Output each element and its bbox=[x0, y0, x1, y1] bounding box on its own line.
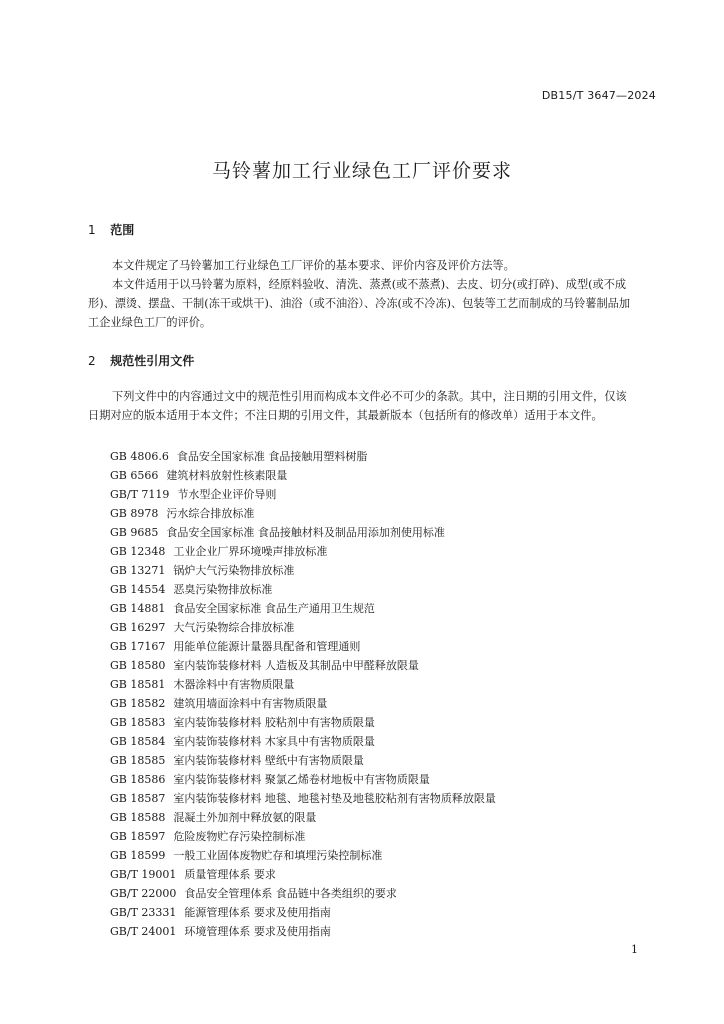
reference-title: 食品安全国家标准 食品生产通用卫生规范 bbox=[173, 602, 375, 615]
reference-title: 室内装饰装修材料 胶粘剂中有害物质限量 bbox=[173, 716, 375, 729]
standard-number: DB15/T 3647—2024 bbox=[541, 89, 656, 102]
reference-code: GB/T 19001 bbox=[110, 868, 177, 881]
reference-code: GB 18586 bbox=[110, 773, 166, 786]
reference-title: 食品安全国家标准 食品接触用塑料树脂 bbox=[176, 450, 368, 463]
reference-title: 用能单位能源计量器具配备和管理通则 bbox=[173, 640, 361, 653]
reference-title: 食品安全管理体系 食品链中各类组织的要求 bbox=[184, 887, 397, 900]
reference-code: GB 12348 bbox=[110, 545, 166, 558]
reference-code: GB 6566 bbox=[110, 469, 159, 482]
reference-item bbox=[110, 694, 496, 713]
reference-code: GB 13271 bbox=[110, 564, 166, 577]
reference-item bbox=[110, 580, 496, 599]
reference-title: 建筑材料放射性核素限量 bbox=[166, 469, 288, 482]
reference-code: GB 18582 bbox=[110, 697, 166, 710]
reference-code: GB 18584 bbox=[110, 735, 166, 748]
reference-title: 恶臭污染物排放标准 bbox=[173, 583, 273, 596]
reference-item bbox=[110, 561, 496, 580]
reference-item bbox=[110, 922, 496, 941]
reference-code: GB 8978 bbox=[110, 507, 159, 520]
reference-code: GB 14554 bbox=[110, 583, 166, 596]
reference-title: 质量管理体系 要求 bbox=[184, 868, 276, 881]
section-title: 范围 bbox=[110, 223, 135, 237]
reference-code: GB 4806.6 bbox=[110, 450, 169, 463]
reference-item bbox=[110, 846, 496, 865]
reference-code: GB 18599 bbox=[110, 849, 166, 862]
reference-code: GB 14881 bbox=[110, 602, 166, 615]
reference-code: GB 18585 bbox=[110, 754, 166, 767]
reference-title: 室内装饰装修材料 人造板及其制品中甲醛释放限量 bbox=[173, 659, 419, 672]
reference-title: 环境管理体系 要求及使用指南 bbox=[184, 925, 331, 938]
section-heading-normative-references bbox=[88, 352, 194, 369]
reference-item bbox=[110, 656, 496, 675]
reference-item bbox=[110, 485, 496, 504]
reference-code: GB 18597 bbox=[110, 830, 166, 843]
reference-title: 工业企业厂界环境噪声排放标准 bbox=[173, 545, 328, 558]
reference-item bbox=[110, 751, 496, 770]
reference-title: 锅炉大气污染物排放标准 bbox=[173, 564, 295, 577]
reference-item bbox=[110, 884, 496, 903]
references-intro-paragraph: 下列文件中的内容通过文中的规范性引用而构成本文件必不可少的条款。其中，注日期的引用文件，仅该日期对应的版本适用于本文件；不注日期的引用文件，其最新版本（包括所有的修改单）适用于本文件。 bbox=[88, 390, 627, 422]
reference-item bbox=[110, 789, 496, 808]
reference-item bbox=[110, 732, 496, 751]
reference-item bbox=[110, 770, 496, 789]
reference-title: 能源管理体系 要求及使用指南 bbox=[184, 906, 331, 919]
reference-code: GB 18581 bbox=[110, 678, 166, 691]
reference-code: GB 18580 bbox=[110, 659, 166, 672]
reference-code: GB/T 7119 bbox=[110, 488, 170, 501]
reference-item bbox=[110, 618, 496, 637]
reference-list bbox=[110, 447, 496, 941]
reference-title: 室内装饰装修材料 地毯、地毯衬垫及地毯胶粘剂有害物质释放限量 bbox=[173, 792, 496, 805]
reference-item bbox=[110, 523, 496, 542]
reference-code: GB 17167 bbox=[110, 640, 166, 653]
reference-title: 室内装饰装修材料 壁纸中有害物质限量 bbox=[173, 754, 364, 767]
section-number: 2 bbox=[88, 354, 96, 368]
reference-title: 室内装饰装修材料 木家具中有害物质限量 bbox=[173, 735, 375, 748]
reference-title: 室内装饰装修材料 聚氯乙烯卷材地板中有害物质限量 bbox=[173, 773, 430, 786]
document-title: 马铃薯加工行业绿色工厂评价要求 bbox=[211, 160, 512, 182]
scope-paragraph-1: 本文件规定了马铃薯加工行业绿色工厂评价的基本要求、评价内容及评价方法等。 bbox=[112, 259, 515, 272]
reference-item bbox=[110, 713, 496, 732]
reference-title: 混凝土外加剂中释放氨的限量 bbox=[173, 811, 317, 824]
reference-code: GB 16297 bbox=[110, 621, 166, 634]
reference-item bbox=[110, 466, 496, 485]
section-number: 1 bbox=[88, 223, 96, 237]
section-title: 规范性引用文件 bbox=[110, 354, 195, 368]
reference-item bbox=[110, 504, 496, 523]
reference-item bbox=[110, 903, 496, 922]
section-heading-scope bbox=[88, 221, 134, 238]
reference-title: 危险废物贮存污染控制标准 bbox=[173, 830, 306, 843]
reference-title: 建筑用墙面涂料中有害物质限量 bbox=[173, 697, 328, 710]
reference-item bbox=[110, 827, 496, 846]
reference-code: GB/T 24001 bbox=[110, 925, 177, 938]
scope-paragraph-2: 本文件适用于以马铃薯为原料，经原料验收、清洗、蒸煮(或不蒸煮)、去皮、切分(或打碎)、成型(或不成形)、漂烫、摆盘、干制(冻干或烘干)、油浴（或不油浴）、冷冻(或不冷冻)、包装等工艺而制成的马铃薯制品加工企业绿色工厂的评价。 bbox=[88, 278, 631, 329]
reference-title: 节水型企业评价导则 bbox=[177, 488, 277, 501]
reference-code: GB 18583 bbox=[110, 716, 166, 729]
reference-code: GB 18587 bbox=[110, 792, 166, 805]
reference-title: 一般工业固体废物贮存和填埋污染控制标准 bbox=[173, 849, 383, 862]
reference-code: GB 18588 bbox=[110, 811, 166, 824]
reference-title: 木器涂料中有害物质限量 bbox=[173, 678, 295, 691]
reference-code: GB/T 23331 bbox=[110, 906, 177, 919]
reference-title: 食品安全国家标准 食品接触材料及制品用添加剂使用标准 bbox=[166, 526, 445, 539]
reference-item bbox=[110, 637, 496, 656]
reference-item bbox=[110, 542, 496, 561]
reference-item bbox=[110, 675, 496, 694]
page-number: 1 bbox=[631, 943, 638, 956]
reference-item bbox=[110, 447, 496, 466]
reference-item bbox=[110, 865, 496, 884]
reference-code: GB/T 22000 bbox=[110, 887, 177, 900]
reference-code: GB 9685 bbox=[110, 526, 159, 539]
reference-title: 大气污染物综合排放标准 bbox=[173, 621, 295, 634]
reference-item bbox=[110, 808, 496, 827]
reference-item bbox=[110, 599, 496, 618]
reference-title: 污水综合排放标准 bbox=[166, 507, 255, 520]
